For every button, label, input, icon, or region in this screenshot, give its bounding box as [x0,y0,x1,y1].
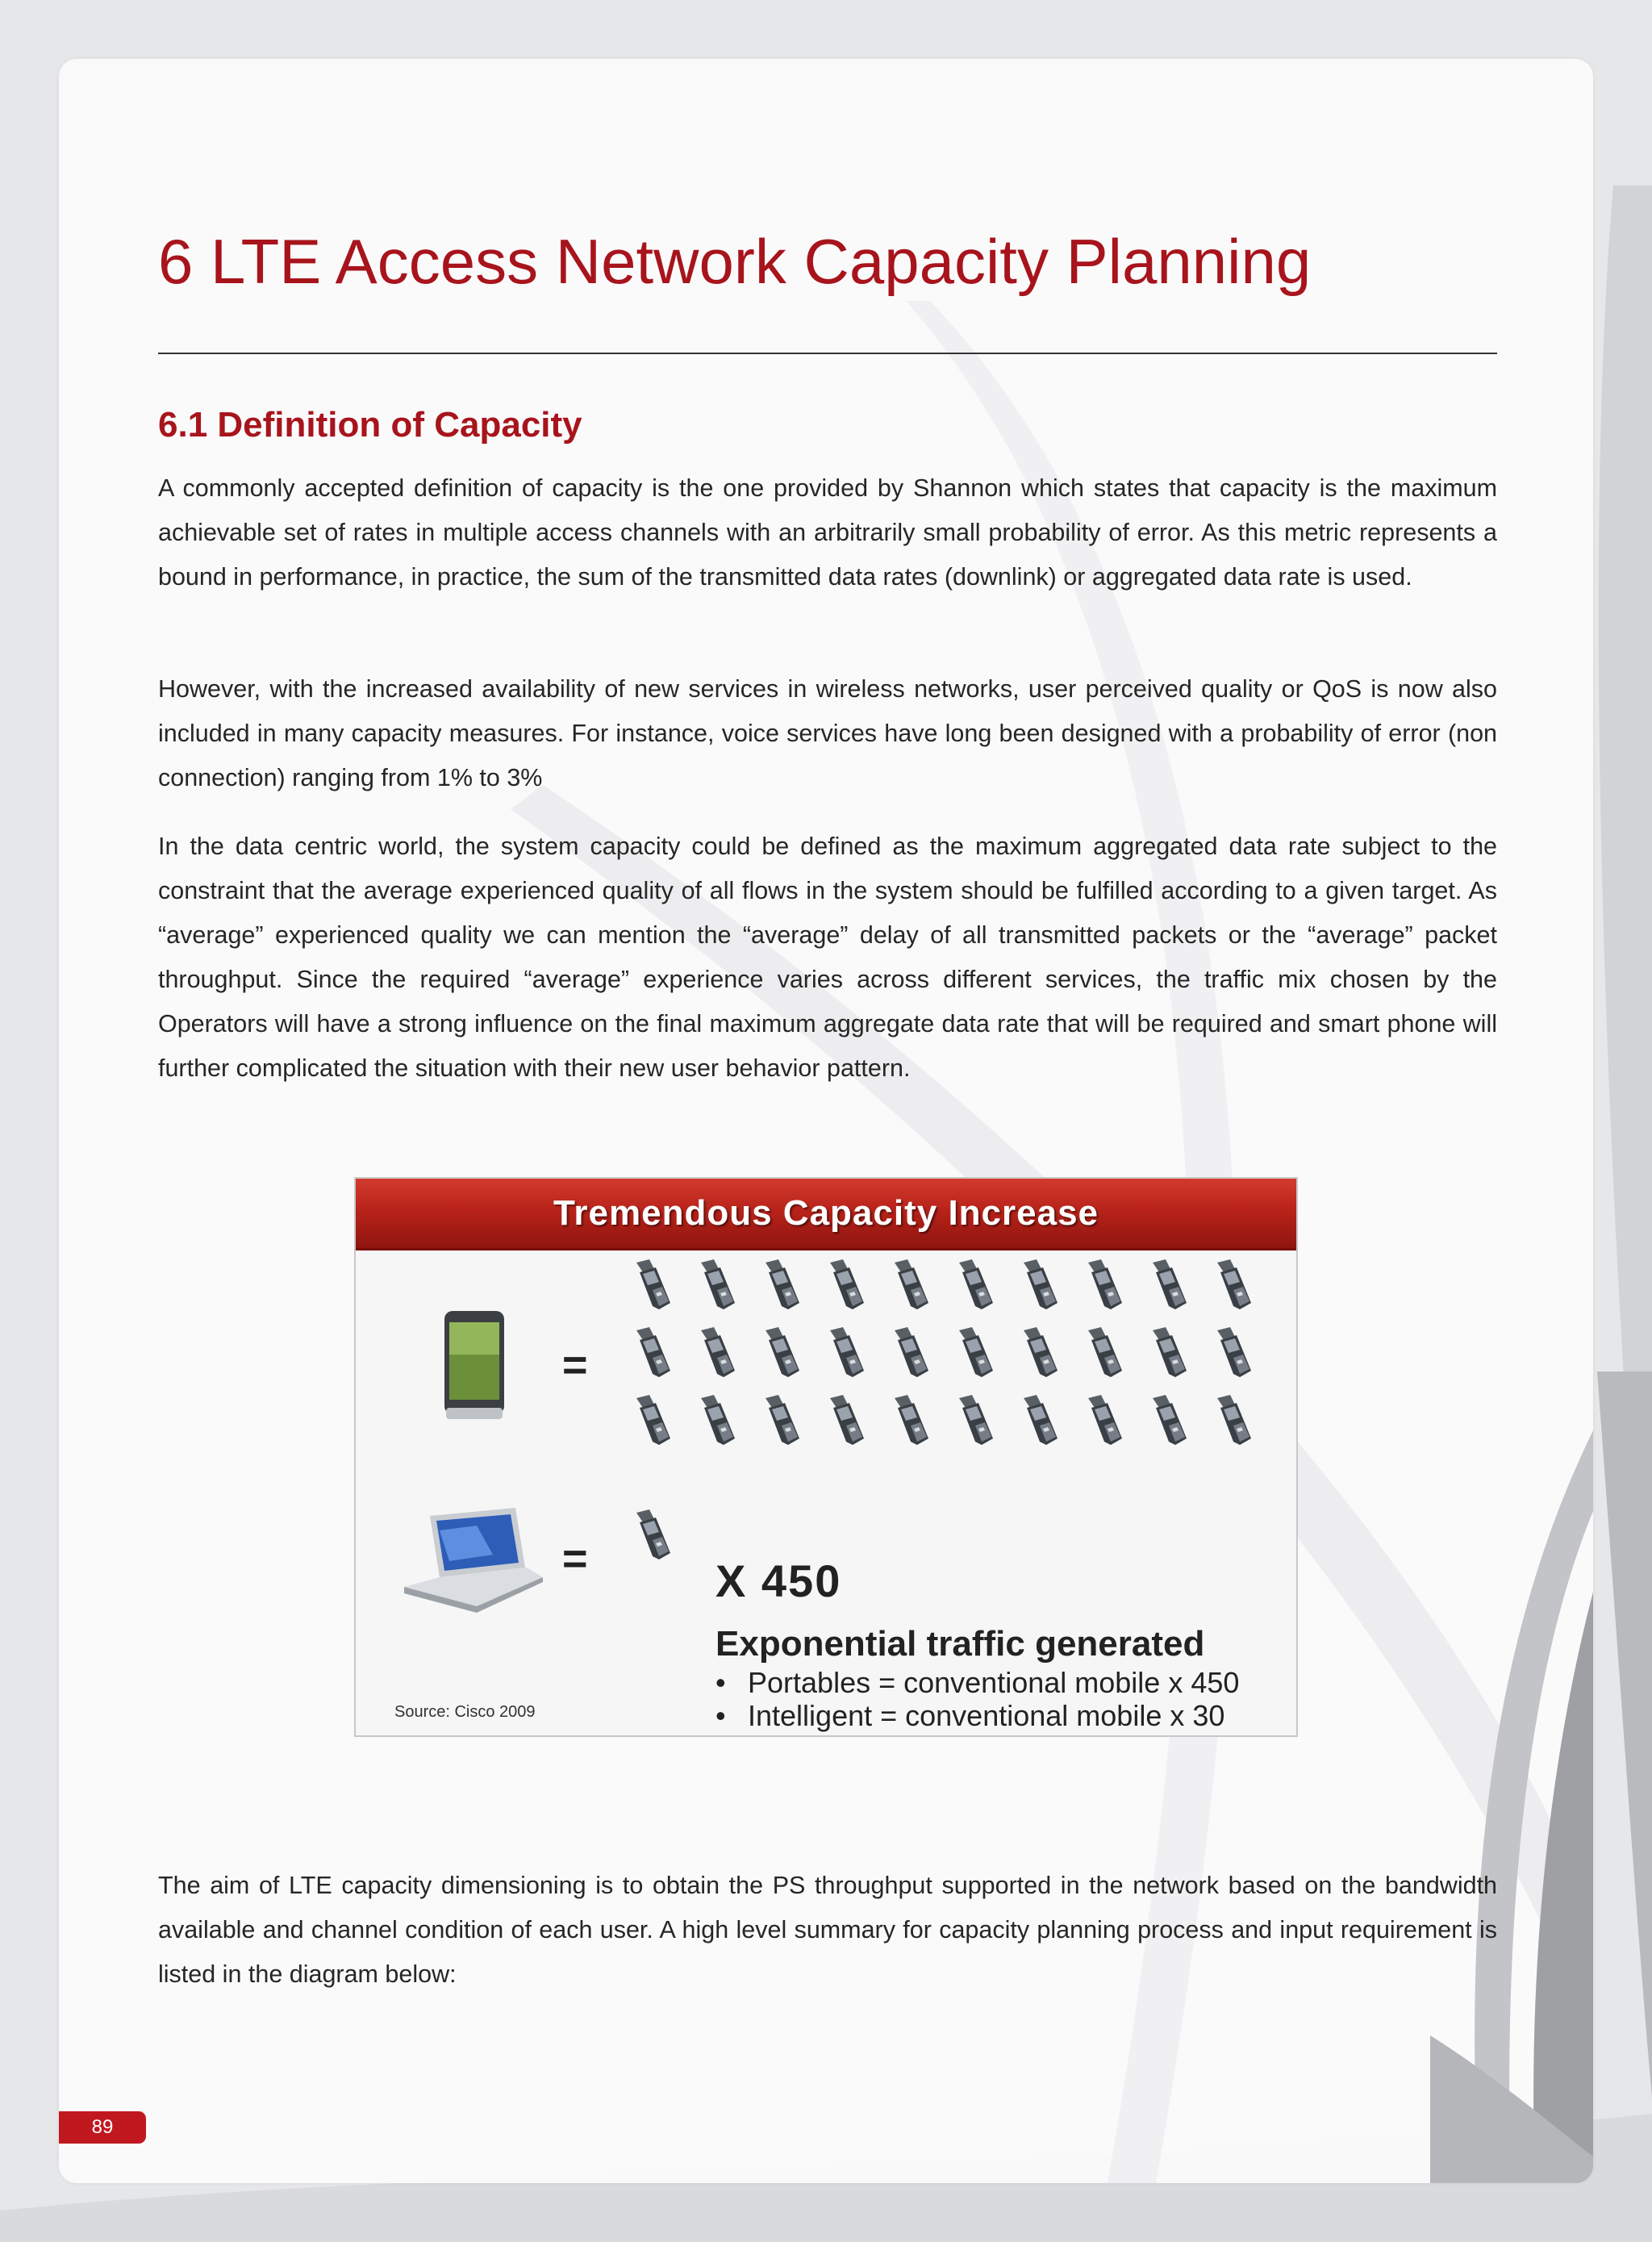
paragraph-shannon-definition: A commonly accepted definition of capacity is the one provided by Shannon which states that capacity is the maximum achievable set of rates in multiple access channels with an arbitrarily small probability of error. As this metric represents a bound in performance, in practice, the sum of the transmitted data rates (downlink) or aggregated data rate is used. [158,474,1497,591]
flip-phone-grid [636,1259,1251,1445]
bullet-intelligent [715,1699,1224,1733]
bullet-text: Intelligent = conventional mobile x 30 [748,1699,1225,1732]
chapter-title: 6 LTE Access Network Capacity Planning [158,226,1312,297]
paragraph-data-centric: In the data centric world, the system capacity could be defined as the maximum aggregated data rate subject to the constraint that the average experienced quality of all flows in the system should be fulfilled according to a given target. As “average” experienced quality we can mention the “average” delay of all transmitted packets or the “average” packet throughput. Since the required “average” experience varies across different services, the traffic mix chosen by the Operators will have a strong influence on the final maximum aggregate data rate that will be required and smart phone will further complicated the situation with their new user behavior pattern. [158,833,1497,1082]
bullet-dot: • [715,1666,726,1699]
page-number: 89 [59,2111,146,2144]
bullet-portables [715,1666,1239,1700]
figure-title: Tremendous Capacity Increase [553,1193,1099,1233]
bullet-dot: • [715,1699,726,1732]
laptop-icon [404,1508,543,1613]
bullet-text: Portables = conventional mobile x 450 [748,1666,1240,1699]
title-divider [158,353,1497,354]
section-title: 6.1 Definition of Capacity [158,405,582,445]
flip-phone-icon [636,1509,670,1559]
capacity-increase-figure [354,1177,1298,1737]
smartphone-icon [444,1311,504,1419]
page-card [59,59,1593,2183]
equals-sign-laptop: = [562,1534,588,1583]
paragraph-lte-dimensioning: The aim of LTE capacity dimensioning is to obtain the PS throughput supported in the network based on the bandwidth available and channel condition of each user. A high level summary for capacity planning process and input requirement is listed in the diagram below: [158,1872,1497,1988]
multiplier-label: X 450 [715,1555,842,1606]
figure-source: Source: Cisco 2009 [394,1703,536,1721]
equals-sign-phone: = [562,1341,588,1389]
figure-headline: Exponential traffic generated [715,1624,1205,1664]
paragraph-qos: However, with the increased availability of new services in wireless networks, user perceived quality or QoS is now also included in many capacity measures. For instance, voice services have long been designed with a probability of error (non connection) ranging from 1% to 3% [158,675,1497,791]
